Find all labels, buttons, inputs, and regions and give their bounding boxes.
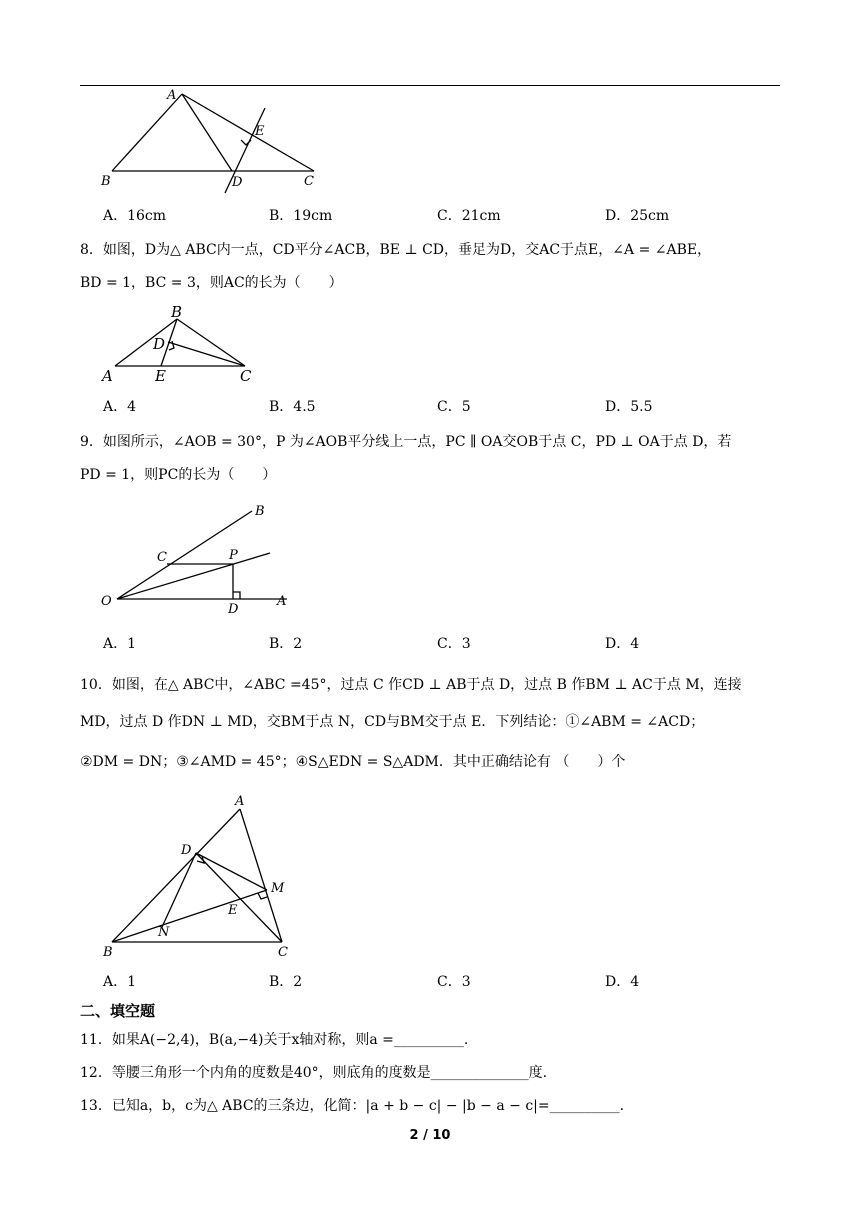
q8-label-d: D <box>153 335 166 353</box>
q10-figure <box>95 790 305 965</box>
q9-option-b: B．2 <box>269 636 303 652</box>
q9-option-d: D．4 <box>605 636 640 652</box>
q8-figure <box>95 300 275 390</box>
q10-label-e: E <box>228 903 238 918</box>
q8-option-d: D．5.5 <box>605 399 653 415</box>
q7-label-e: E <box>255 124 265 139</box>
q8-stem-line2: BD = 1，BC = 3，则AC的长为（ ） <box>80 275 343 291</box>
q9-figure <box>95 495 305 625</box>
q8-option-b: B．4.5 <box>269 399 316 415</box>
q8-label-b: B <box>171 303 183 321</box>
q9-stem-line1: 9．如图所示，∠AOB = 30°，P 为∠AOB平分线上一点，PC ∥ OA交OB于点 C，PD ⊥ OA于点 D，若 <box>80 434 732 450</box>
q8-option-a: A．4 <box>103 399 137 415</box>
q9-label-o: O <box>101 594 112 609</box>
q10-option-a: A．1 <box>103 974 137 990</box>
q10-label-b: B <box>103 945 113 960</box>
q10-stem-line3: ②DM = DN；③∠AMD = 45°；④S△EDN = S△ADM．其中正确结论有 （ ）个 <box>80 754 626 770</box>
q7-option-a: A．16cm <box>103 208 167 224</box>
q13-text: 13．已知a，b，c为△ ABC的三条边，化简：|a + b − c| − |b − a − c|=__________. <box>80 1098 625 1114</box>
q10-label-d: D <box>181 843 192 858</box>
section-title-fill-in: 二、填空题 <box>80 1002 156 1020</box>
q8-label-a: A <box>102 367 113 385</box>
q9-label-c: C <box>157 550 167 565</box>
q10-label-a: A <box>235 794 245 809</box>
q7-option-b: B．19cm <box>269 208 333 224</box>
q10-option-b: B．2 <box>269 974 303 990</box>
q7-label-d: D <box>232 175 243 190</box>
q9-stem-line2: PD = 1，则PC的长为（ ） <box>80 467 277 483</box>
q8-option-c: C．5 <box>437 399 471 415</box>
q7-label-a: A <box>167 88 177 103</box>
q7-label-b: B <box>101 174 111 189</box>
q12-text: 12．等腰三角形一个内角的度数是40°，则底角的度数是______________度. <box>80 1065 548 1081</box>
q10-option-d: D．4 <box>605 974 640 990</box>
q8-label-c: C <box>240 367 252 385</box>
q8-stem-line1: 8．如图，D为△ ABC内一点，CD平分∠ACB，BE ⊥ CD，垂足为D，交AC于点E，∠A = ∠ABE， <box>80 242 712 258</box>
q10-option-c: C．3 <box>437 974 471 990</box>
q11-text: 11．如果A(−2,4)，B(a,−4)关于x轴对称，则a =__________. <box>80 1032 469 1048</box>
q7-option-c: C．21cm <box>437 208 501 224</box>
q9-label-p: P <box>229 548 238 563</box>
q9-label-d: D <box>228 602 239 617</box>
q10-label-n: N <box>158 925 170 940</box>
q10-stem-line1: 10．如图，在△ ABC中，∠ABC =45°，过点 C 作CD ⊥ AB于点 D，过点 B 作BM ⊥ AC于点 M，连接 <box>80 677 742 693</box>
q10-label-m: M <box>271 881 285 896</box>
q9-option-c: C．3 <box>437 636 471 652</box>
q10-label-c: C <box>278 945 288 960</box>
q8-label-e: E <box>155 367 166 385</box>
q9-label-a: A <box>277 594 287 609</box>
page-number: 2 / 10 <box>409 1128 451 1143</box>
q10-stem-line2: MD，过点 D 作DN ⊥ MD，交BM于点 N，CD与BM交于点 E．下列结论：①∠ABM = ∠ACD； <box>80 714 705 730</box>
q9-option-a: A．1 <box>103 636 137 652</box>
q7-label-c: C <box>304 174 314 189</box>
q9-label-b: B <box>255 504 265 519</box>
q7-figure <box>95 85 335 200</box>
q7-option-d: D．25cm <box>605 208 670 224</box>
